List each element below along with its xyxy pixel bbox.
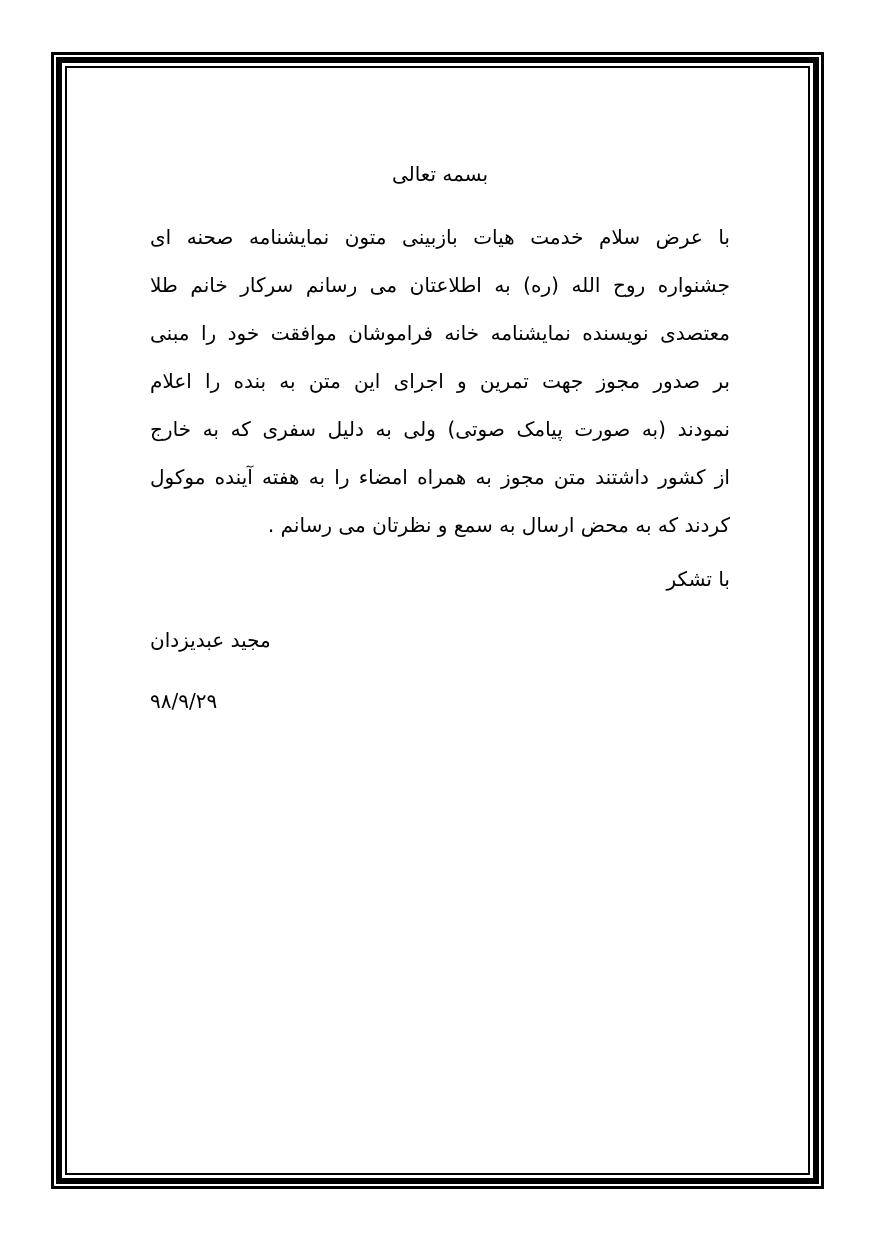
letter-body-line: بر صدور مجوز جهت تمرین و اجرای این متن به بنده را اعلام [150,369,730,393]
letter-body-line: با عرض سلام خدمت هیات بازبینی متون نمایشنامه صحنه ای [150,225,730,249]
letter-body-line: نمودند (به صورت پیامک صوتی) ولی به دلیل سفری که به خارج [150,417,730,441]
letter-date: ۹۸/۹/۲۹ [150,689,218,713]
letter-body-line: از کشور داشتند متن مجوز به همراه امضاء را به هفته آینده موکول [150,465,730,489]
letter-signature: مجید عبدیزدان [150,628,271,652]
letter-body-line: جشنواره روح الله (ره) به اطلاعتان می رسانم سرکار خانم طلا [150,273,730,297]
letter-heading: بسمه تعالی [391,162,489,186]
letter-closing: با تشکر [666,567,730,591]
letter-body-line: معتصدی نویسنده نمایشنامه خانه فراموشان موافقت خود را مبنی [150,321,730,345]
letter-body-line: کردند که به محض ارسال به سمع و نظرتان می رسانم . [267,513,730,537]
